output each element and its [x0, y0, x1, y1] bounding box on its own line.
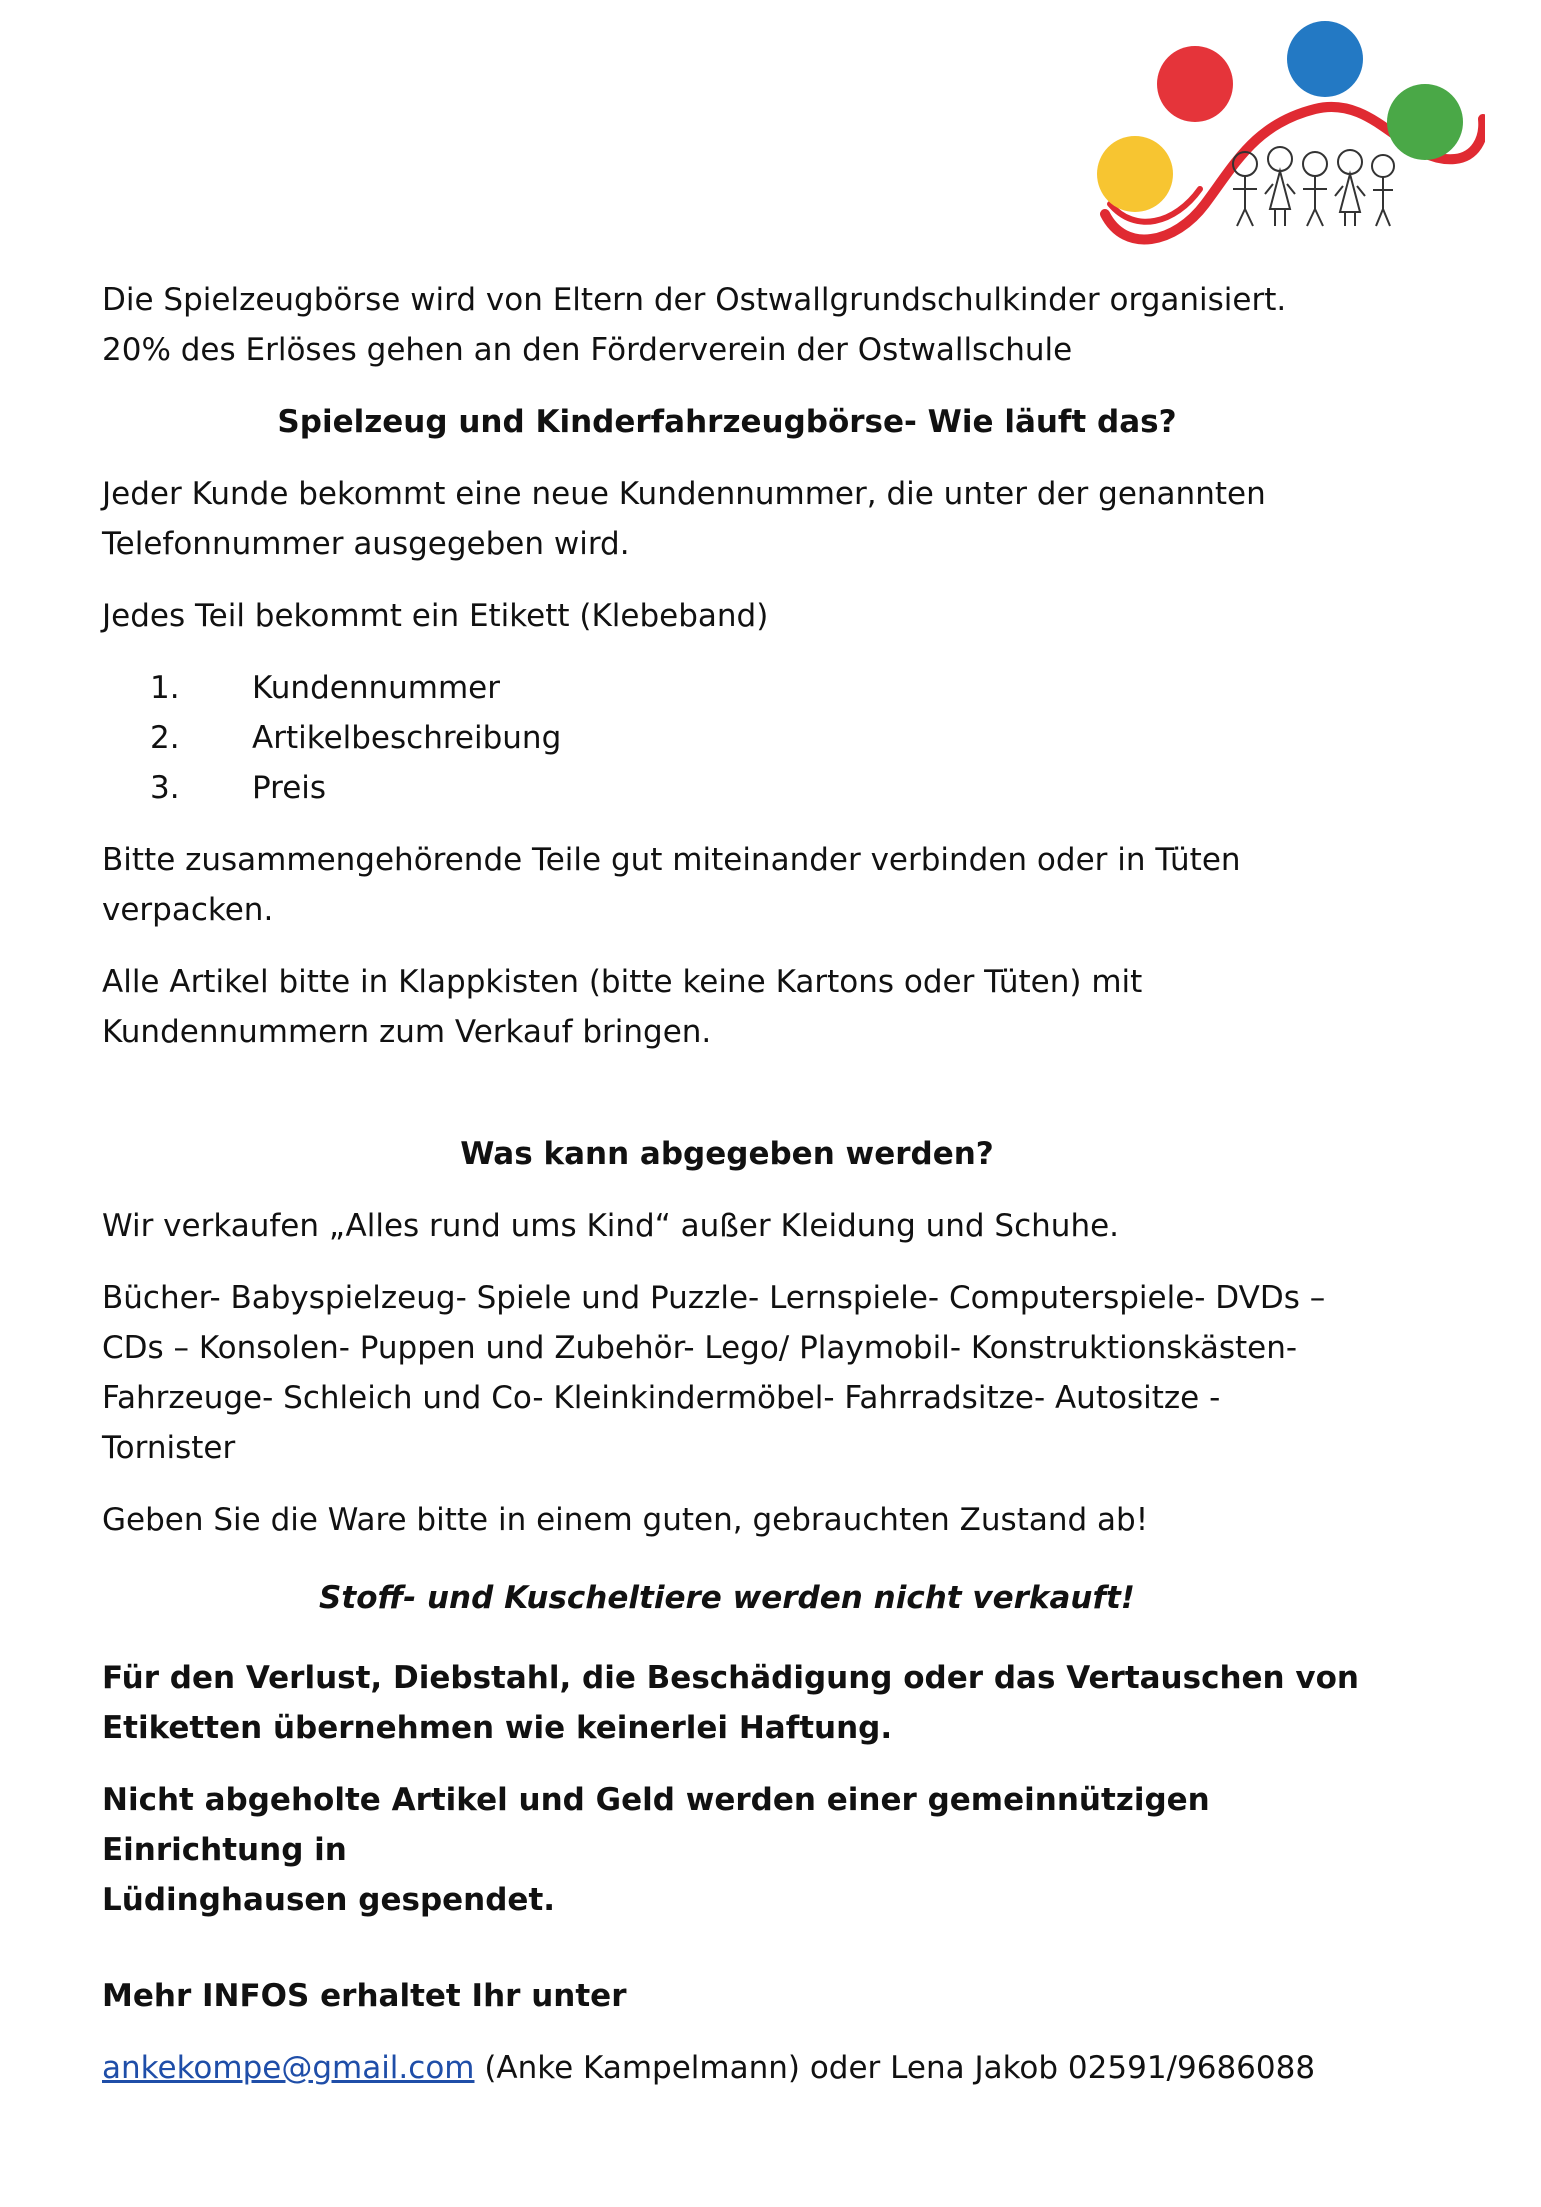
- children-drawing: [1233, 147, 1394, 226]
- blue-circle: [1287, 21, 1363, 97]
- liability-line-2: Etiketten übernehmen wie keinerlei Haftung.: [102, 1710, 893, 1746]
- sell-all-text: Wir verkaufen „Alles rund ums Kind“ außer Kleidung und Schuhe.: [102, 1208, 1120, 1244]
- list-item: [102, 763, 1402, 813]
- yellow-circle: [1097, 136, 1173, 212]
- label-list: [102, 663, 1402, 813]
- document-body: [102, 275, 1402, 2093]
- spacer: [102, 1057, 1402, 1129]
- list-number: 1.: [150, 670, 180, 706]
- categories-line-3: Fahrzeuge- Schleich und Co- Kleinkindermöbel- Fahrradsitze- Autositze -: [102, 1380, 1221, 1416]
- list-text: Kundennummer: [252, 670, 500, 706]
- heading-how-it-works: Spielzeug und Kinderfahrzeugbörse- Wie läuft das?: [277, 404, 1177, 440]
- list-number: 3.: [150, 770, 180, 806]
- condition-text: Geben Sie die Ware bitte in einem guten, gebrauchten Zustand ab!: [102, 1502, 1149, 1538]
- intro-line-2: 20% des Erlöses gehen an den Förderverein der Ostwallschule: [102, 332, 1073, 368]
- categories-line-4: Tornister: [102, 1430, 236, 1466]
- red-circle: [1157, 46, 1233, 122]
- label-intro: Jedes Teil bekommt ein Etikett (Klebeband): [102, 598, 769, 634]
- categories-line-2: CDs – Konsolen- Puppen und Zubehör- Lego/ Playmobil- Konstruktionskästen-: [102, 1330, 1298, 1366]
- contact-line: [102, 2043, 1402, 2093]
- school-logo: [1085, 14, 1485, 254]
- list-text: Preis: [252, 770, 327, 806]
- liability-line-1: Für den Verlust, Diebstahl, die Beschädigung oder das Vertauschen von: [102, 1660, 1359, 1696]
- bundle-line-2: verpacken.: [102, 892, 274, 928]
- green-circle: [1387, 84, 1463, 160]
- spacer: [102, 1925, 1402, 1961]
- bundle-line-1: Bitte zusammengehörende Teile gut miteinander verbinden oder in Tüten: [102, 842, 1241, 878]
- list-item: [102, 713, 1402, 763]
- categories-line-1: Bücher- Babyspielzeug- Spiele und Puzzle- Lernspiele- Computerspiele- DVDs –: [102, 1280, 1326, 1316]
- no-plush-notice: Stoff- und Kuscheltiere werden nicht verkauft!: [319, 1580, 1135, 1616]
- donation-line-1: Nicht abgeholte Artikel und Geld werden einer gemeinnützigen Einrichtung in: [102, 1782, 1210, 1868]
- heading-what-can-be-submitted: Was kann abgegeben werden?: [460, 1136, 994, 1172]
- donation-line-2: Lüdinghausen gespendet.: [102, 1882, 556, 1918]
- contact-details: (Anke Kampelmann) oder Lena Jakob 02591/9686088: [474, 2050, 1316, 2086]
- email-link[interactable]: ankekompe@gmail.com: [102, 2050, 475, 2086]
- list-item: [102, 663, 1402, 713]
- customer-line-1: Jeder Kunde bekommt eine neue Kundennummer, die unter der genannten: [102, 476, 1266, 512]
- list-number: 2.: [150, 720, 180, 756]
- more-info-heading: Mehr INFOS erhaltet Ihr unter: [102, 1978, 627, 2014]
- boxes-line-2: Kundennummern zum Verkauf bringen.: [102, 1014, 712, 1050]
- boxes-line-1: Alle Artikel bitte in Klappkisten (bitte keine Kartons oder Tüten) mit: [102, 964, 1143, 1000]
- list-text: Artikelbeschreibung: [252, 720, 562, 756]
- intro-line-1: Die Spielzeugbörse wird von Eltern der Ostwallgrundschulkinder organisiert.: [102, 282, 1287, 318]
- customer-line-2: Telefonnummer ausgegeben wird.: [102, 526, 630, 562]
